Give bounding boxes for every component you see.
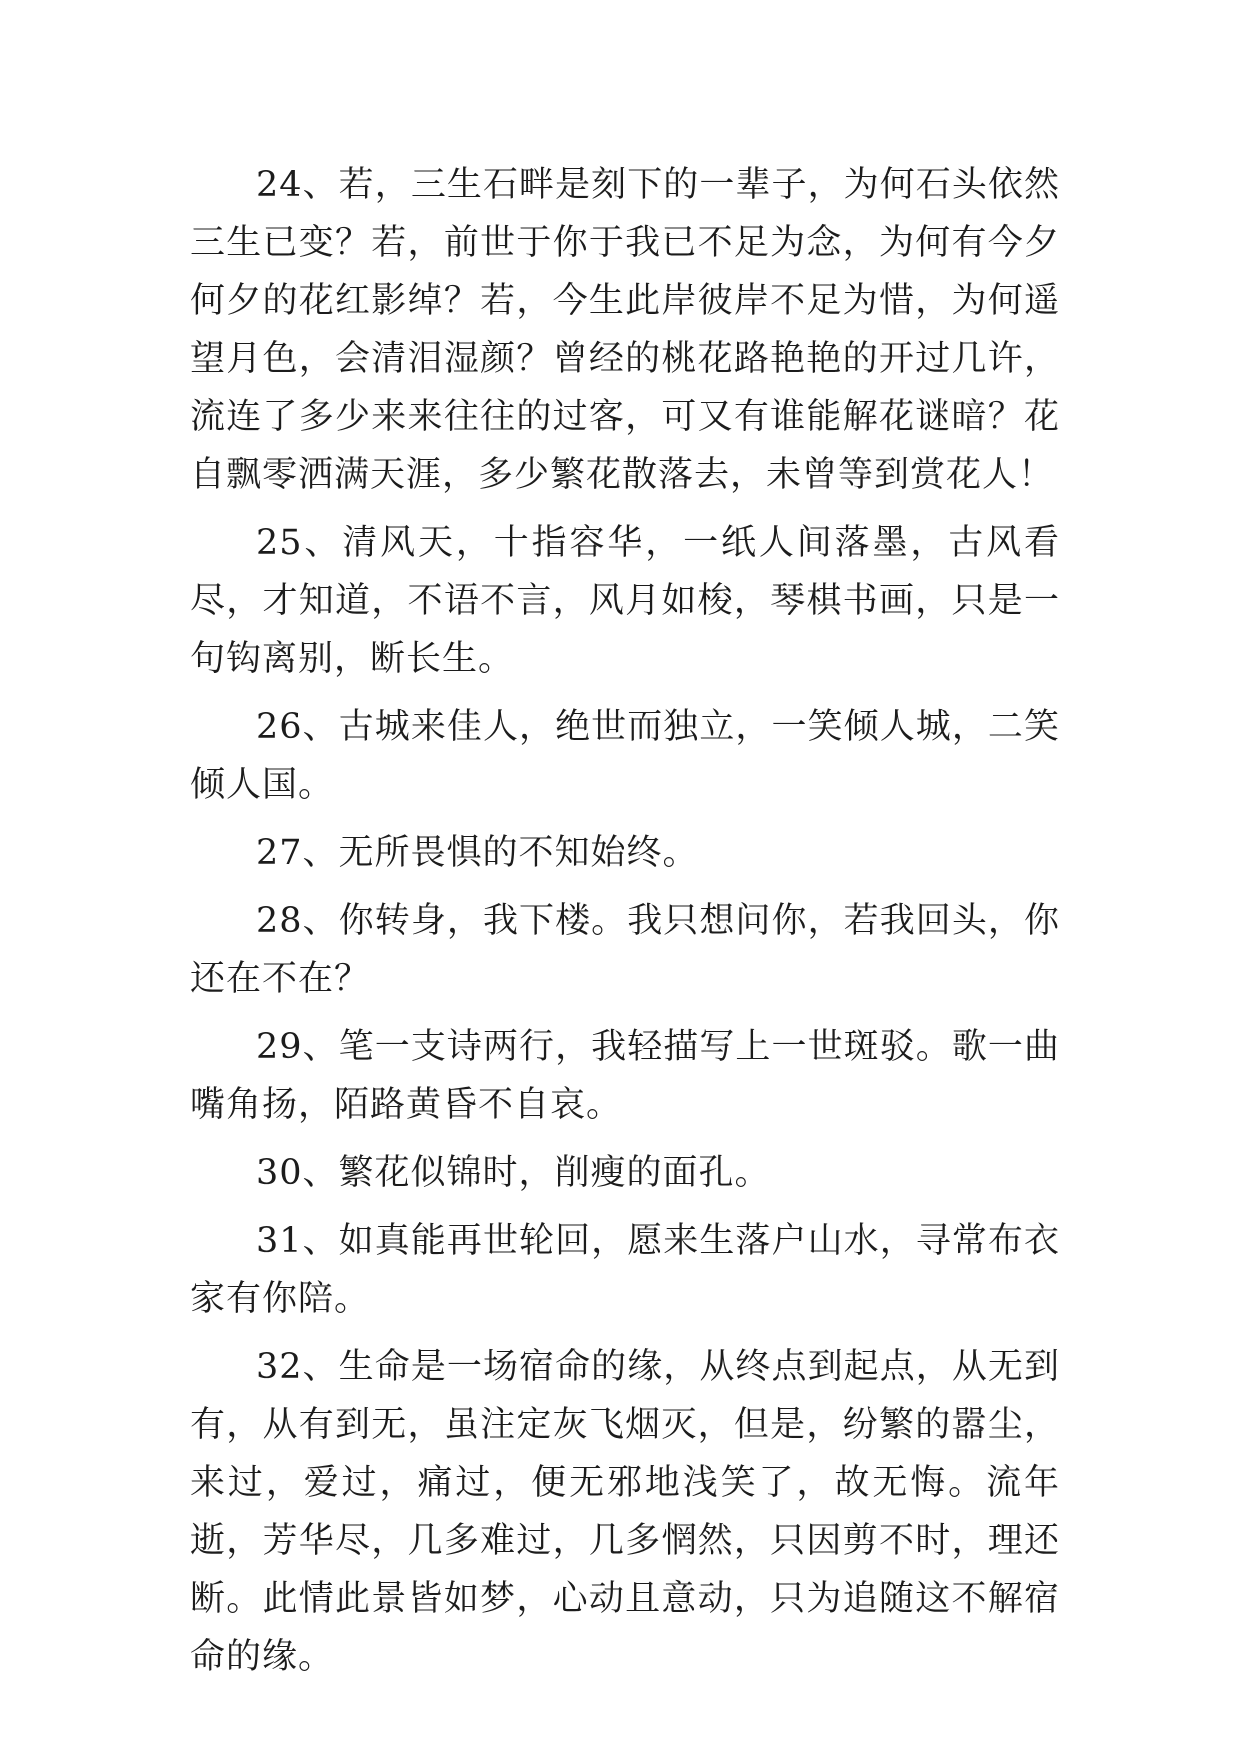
paragraph-24: 24、若，三生石畔是刻下的一辈子，为何石头依然三生已变？若，前世于你于我已不足为念，为何有今夕何夕的花红影绰？若，今生此岸彼岸不足为惜，为何遥望月色，会清泪湿颜？曾经的桃花路艳艳的开过几许，流连了多少来来往往的过客，可又有谁能解花谜暗？花自飘零洒满天涯，多少繁花散落去，未曾等到赏花人！: [190, 165, 1060, 495]
paragraph-31: 31、如真能再世轮回，愿来生落户山水，寻常布衣家有你陪。: [190, 1221, 1060, 1319]
paragraph-32: 32、生命是一场宿命的缘，从终点到起点，从无到有，从有到无，虽注定灰飞烟灭，但是，纷繁的嚣尘，来过，爱过，痛过，便无邪地浅笑了，故无悔。流年逝，芳华尽，几多难过，几多惘然，只因剪不时，理还断。此情此景皆如梦，心动且意动，只为追随这不解宿命的缘。: [190, 1347, 1060, 1677]
paragraph-25: 25、清风天，十指容华，一纸人间落墨，古风看尽，才知道，不语不言，风月如梭，琴棋书画，只是一句钩离别，断长生。: [190, 523, 1060, 679]
paragraph-30: 30、繁花似锦时，削瘦的面孔。: [256, 1153, 771, 1193]
paragraph-27: 27、无所畏惧的不知始终。: [256, 833, 699, 873]
document-body: [190, 156, 1060, 1696]
paragraph-28: 28、你转身，我下楼。我只想问你，若我回头，你还在不在？: [190, 901, 1060, 999]
paragraph-26: 26、古城来佳人，绝世而独立，一笑倾人城，二笑倾人国。: [190, 707, 1060, 805]
paragraph-29: 29、笔一支诗两行，我轻描写上一世斑驳。歌一曲嘴角扬，陌路黄昏不自哀。: [190, 1027, 1060, 1125]
